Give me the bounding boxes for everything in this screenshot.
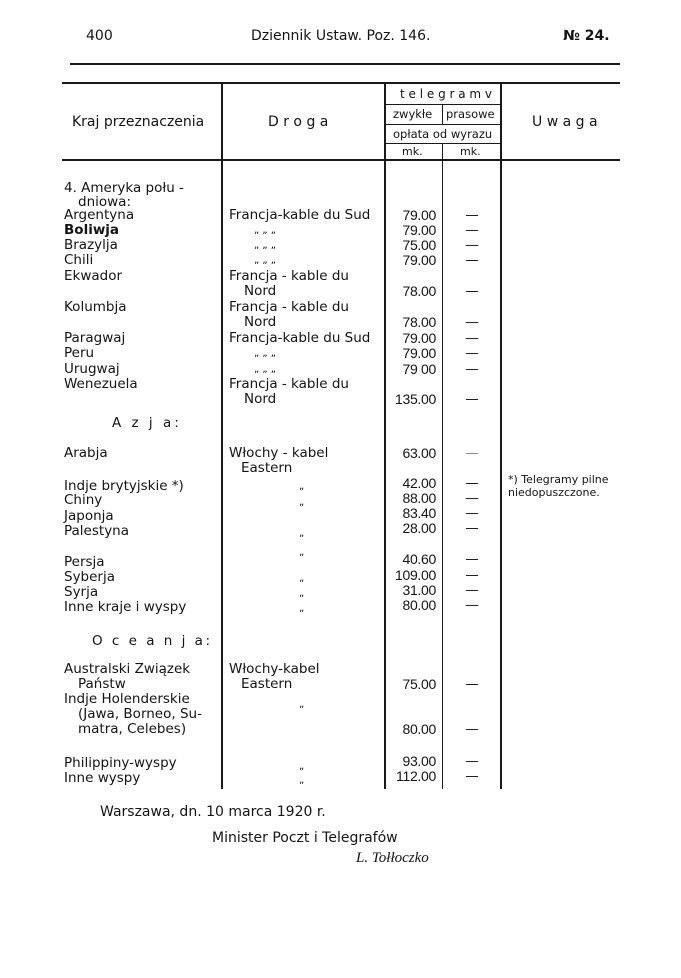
fee-press: — <box>465 361 479 377</box>
country-cell: Brazylja <box>64 237 118 253</box>
header-fee-per-word: opłata od wyrazu <box>393 127 493 141</box>
fee-press: — <box>465 207 479 223</box>
fee-ordinary: 80.00 <box>402 597 436 613</box>
journal-title: Dziennik Ustaw. Poz. 146. <box>251 28 431 44</box>
table-header-bottom-rule <box>62 159 620 161</box>
route-cell: „ <box>299 497 305 508</box>
place-date: Warszawa, dn. 10 marca 1920 r. <box>100 804 326 820</box>
header-subrule-3 <box>386 143 500 144</box>
fee-press: — <box>465 551 479 567</box>
route-cell: „ <box>299 481 305 492</box>
country-cell: Inne kraje i wyspy <box>64 599 187 615</box>
route-cell: „ <box>299 528 305 539</box>
country-cell: Chili <box>64 252 94 268</box>
fee-ordinary: 79.00 <box>402 345 436 361</box>
country-cell: Palestyna <box>64 523 130 539</box>
route-cell: „ <box>299 573 305 584</box>
route-cell-cont: Nord <box>244 391 277 407</box>
route-cell: „ <box>299 775 305 786</box>
section-title: 4. Ameryka połu - <box>64 180 184 196</box>
header-press: prasowe <box>446 107 495 121</box>
issuing-office: Minister Poczt i Telegrafów <box>212 830 398 846</box>
fee-press: — <box>465 445 479 461</box>
header-unit-ordinary: mk. <box>402 145 423 158</box>
country-cell: Australski Związek <box>64 661 191 677</box>
fee-press: — <box>465 283 479 299</box>
header-route: D r o g a <box>268 114 329 130</box>
fee-press: — <box>465 768 479 784</box>
fee-press: — <box>465 345 479 361</box>
route-cell-cont: Eastern <box>241 676 293 692</box>
country-cell: Persja <box>64 554 105 570</box>
country-cell: Philippiny-wyspy <box>64 755 177 771</box>
country-cell: Arabja <box>64 445 108 461</box>
fee-press: — <box>465 222 479 238</box>
fee-ordinary: 79.00 <box>402 252 436 268</box>
country-cell: Indje brytyjskie *) <box>64 478 184 494</box>
fee-ordinary: 109.00 <box>394 567 436 583</box>
route-cell-cont: Nord <box>244 314 277 330</box>
fee-ordinary: 93.00 <box>402 753 436 769</box>
country-cell: Syrja <box>64 584 99 600</box>
route-cell: Francja-kable du Sud <box>229 207 371 223</box>
route-cell: „ „ „ <box>254 255 276 266</box>
fee-ordinary: 63.00 <box>402 445 436 461</box>
country-cell: Peru <box>64 345 95 361</box>
route-cell: „ <box>299 603 305 614</box>
section-title-cont: dniowa: <box>78 194 131 210</box>
section-title: O c e a n j a: <box>92 633 213 649</box>
header-ordinary: zwykłe <box>393 107 433 121</box>
fee-ordinary: 78.00 <box>402 314 436 330</box>
fee-press: — <box>465 314 479 330</box>
route-cell: Włochy-kabel <box>229 661 320 677</box>
country-cell: Chiny <box>64 492 103 508</box>
country-cell: Paragwaj <box>64 330 126 346</box>
fee-ordinary: 28.00 <box>402 520 436 536</box>
fee-ordinary: 135.00 <box>394 391 436 407</box>
column-divider-header-zwykle <box>442 105 443 125</box>
fee-press: — <box>465 676 479 692</box>
country-cell-cont: (Jawa, Borneo, Su- <box>78 706 202 722</box>
country-cell-cont: matra, Celebes) <box>78 721 187 737</box>
country-cell: Boliwja <box>64 222 120 238</box>
country-cell: Kolumbja <box>64 299 127 315</box>
fee-press: — <box>465 475 479 491</box>
fee-press: — <box>465 582 479 598</box>
fee-press: — <box>465 391 479 407</box>
fee-ordinary: 88.00 <box>402 490 436 506</box>
country-cell: Argentyna <box>64 207 135 223</box>
page-number: 400 <box>86 28 113 44</box>
route-cell: Francja-kable du Sud <box>229 330 371 346</box>
column-divider-country <box>221 84 223 789</box>
fee-ordinary: 78.00 <box>402 283 436 299</box>
country-cell: Wenezuela <box>64 376 138 392</box>
route-cell-cont: Nord <box>244 283 277 299</box>
column-divider-remarks <box>500 84 502 789</box>
route-cell: „ <box>299 547 305 558</box>
route-cell-cont: Eastern <box>241 460 293 476</box>
column-divider-header-mk <box>442 143 443 159</box>
fee-press: — <box>465 520 479 536</box>
route-cell: Francja - kable du <box>229 268 349 284</box>
column-divider-fees <box>442 161 443 789</box>
route-cell: „ <box>299 588 305 599</box>
header-telegrams: t e l e g r a m v <box>400 87 493 101</box>
fee-ordinary: 79.00 <box>402 330 436 346</box>
section-title: A z j a: <box>112 415 182 431</box>
country-cell: Japonja <box>64 508 114 524</box>
route-cell: Francja - kable du <box>229 376 349 392</box>
country-cell: Indje Holenderskie <box>64 691 190 707</box>
fee-press: — <box>465 490 479 506</box>
country-cell: Inne wyspy <box>64 770 141 786</box>
fee-ordinary: 79.00 <box>402 222 436 238</box>
fee-ordinary: 75.00 <box>402 676 436 692</box>
fee-press: — <box>465 237 479 253</box>
fee-ordinary: 42.00 <box>402 475 436 491</box>
country-cell-cont: Państw <box>78 676 126 692</box>
header-unit-press: mk. <box>460 145 481 158</box>
route-cell: „ <box>299 699 305 710</box>
header-subrule-1 <box>386 104 500 105</box>
fee-ordinary: 112.00 <box>396 768 436 784</box>
route-cell: „ „ „ <box>254 225 276 236</box>
remark-note: *) Telegramy pilne <box>508 473 609 486</box>
route-cell: „ „ „ <box>254 364 276 375</box>
signature: L. Tołłoczko <box>356 850 429 866</box>
fee-ordinary: 80.00 <box>402 721 436 737</box>
table-top-rule <box>62 82 620 84</box>
issue-number: № 24. <box>563 28 610 44</box>
route-cell: „ <box>299 761 305 772</box>
fee-press: — <box>465 567 479 583</box>
fee-ordinary: 40.60 <box>402 551 436 567</box>
fee-press: — <box>465 597 479 613</box>
fee-ordinary: 75.00 <box>402 237 436 253</box>
fee-ordinary: 79 00 <box>402 361 436 377</box>
fee-press: — <box>465 721 479 737</box>
header-remarks: U w a g a <box>532 114 598 130</box>
country-cell: Ekwador <box>64 268 123 284</box>
header-rule <box>70 63 620 65</box>
header-country: Kraj przeznaczenia <box>72 114 205 130</box>
remark-note-cont: niedopuszczone. <box>508 486 600 499</box>
fee-press: — <box>465 330 479 346</box>
route-cell: „ „ „ <box>254 240 276 251</box>
fee-press: — <box>465 505 479 521</box>
country-cell: Urugwaj <box>64 361 120 377</box>
fee-ordinary: 83.40 <box>402 505 436 521</box>
fee-ordinary: 79.00 <box>402 207 436 223</box>
route-cell: Francja - kable du <box>229 299 349 315</box>
country-cell: Syberja <box>64 569 116 585</box>
header-subrule-2 <box>386 124 500 125</box>
route-cell: „ „ „ <box>254 348 276 359</box>
fee-press: — <box>465 252 479 268</box>
route-cell: Włochy - kabel <box>229 445 329 461</box>
fee-press: — <box>465 753 479 769</box>
fee-ordinary: 31.00 <box>402 582 436 598</box>
